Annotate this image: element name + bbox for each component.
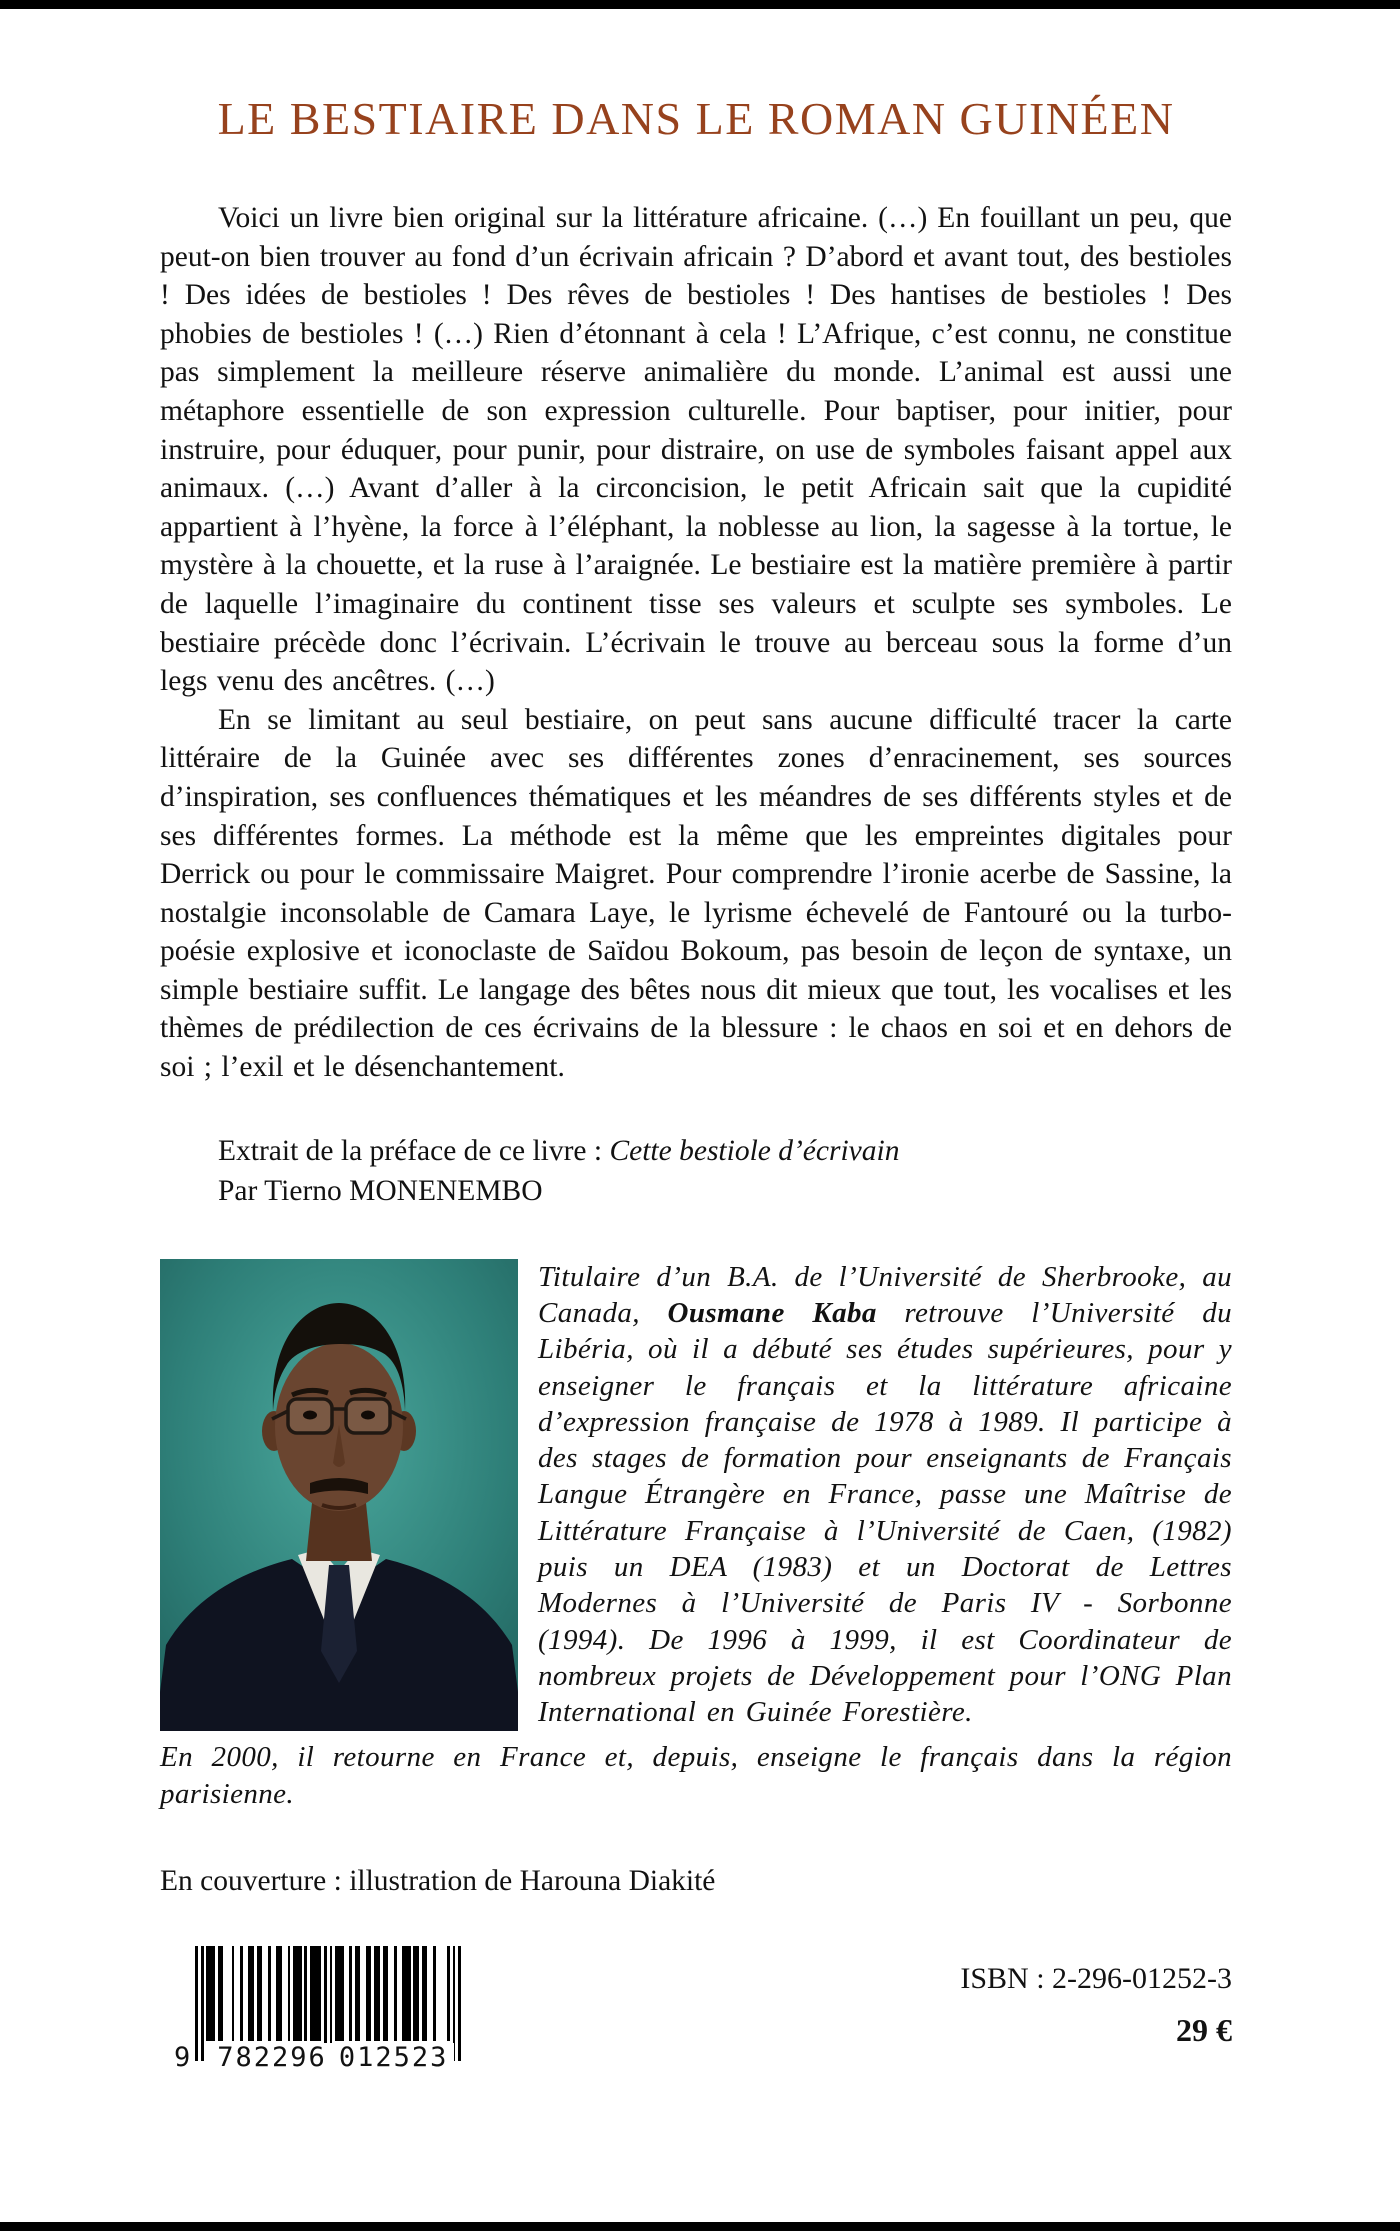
bio-text-part2: retrouve l’Université du Libéria, où il a débuté ses études supérieures, pour y enseigner le français et la littérature africaine d’expression française de 1978 à 1989. Il participe à des stages de formation pour enseignants de Français Langue Étrangère en France, passe une Maîtrise de Littérature Française à l’Université de Caen, (1982) puis un DEA (1983) et un Doctorat de Lettres Modernes à l’Université de Paris IV - Sorbonne (1994). De 1996 à 1999, il est Coordinateur de nombreux projets de Développement pour l’ONG Plan International en Guinée Forestière.	[538, 1296, 1232, 1729]
extract-prefix: Extrait de la préface de ce livre :	[218, 1134, 610, 1167]
eye-right	[361, 1410, 375, 1419]
scan-edge-bottom	[0, 2222, 1400, 2231]
barcode-lead-digit: 9	[174, 2041, 191, 2073]
neck	[306, 1503, 372, 1561]
author-bio-continuation: En 2000, il retourne en France et, depuis, enseigne le français dans la région parisienne.	[160, 1740, 1232, 1810]
page-title: LE BESTIAIRE DANS LE ROMAN GUINÉEN	[217, 93, 1175, 144]
scan-edge-top	[0, 0, 1400, 9]
author-name: Ousmane Kaba	[667, 1296, 877, 1329]
preface-extract	[218, 1131, 1232, 1211]
cover-credit: En couverture : illustration de Harouna Diakité	[160, 1864, 716, 1897]
author-portrait-illustration	[160, 1259, 518, 1731]
author-photo	[160, 1259, 518, 1731]
synopsis-paragraph-2: En se limitant au seul bestiaire, on peut sans aucune difficulté tracer la carte littéraire de la Guinée avec ses différentes zones d’enracinement, ses sources d’inspiration, ses confluences thématiques et les méandres de ses différents styles et de ses différentes formes. La méthode est la même que les empreintes digitales pour Derrick ou pour le commissaire Maigret. Pour comprendre l’ironie acerbe de Sassine, la nostalgie inconsolable de Camara Laye, le lyrisme échevelé de Fantouré ou la turbo-poésie explosive et iconoclaste de Saïdou Bokoum, pas besoin de leçon de syntaxe, un simple bestiaire suffit. Le langage des bêtes nous dit mieux que tout, les vocalises et les thèmes de prédilection de ces écrivains de la blessure : le chaos en soi et en dehors de soi ; l’exil et le désenchantement.	[160, 703, 1232, 1084]
barcode-main	[195, 1946, 470, 2073]
bottom-row	[160, 1946, 1232, 2073]
extract-line	[218, 1131, 1232, 1171]
extract-byline: Par Tierno MONENEMBO	[218, 1174, 543, 1207]
author-bio-section	[160, 1259, 1232, 1731]
barcode	[174, 1946, 470, 2073]
synopsis-paragraph-1: Voici un livre bien original sur la littérature africaine. (…) En fouillant un peu, que peut-on bien trouver au fond d’un écrivain africain ? D’abord et avant tout, des bestioles ! Des idées de bestioles ! Des rêves de bestioles ! Des hantises de bestioles ! Des phobies de bestioles ! (…) Rien d’étonnant à cela ! L’Afrique, c’est connu, ne constitue pas simplement la meilleure réserve animalière du monde. L’animal est aussi une métaphore essentielle de son expression culturelle. Pour baptiser, pour initier, pour instruire, pour éduquer, pour punir, pour distraire, on use de symboles faisant appel aux animaux. (…) Avant d’aller à la circoncision, le petit Africain sait que la cupidité appartient à l’hyène, la force à l’éléphant, la noblesse au lion, la sagesse à la tortue, le mystère à la chouette, et la ruse à l’araignée. Le bestiaire est la matière première à partir de laquelle l’imaginaire du continent tisse ses valeurs et sculpte ses symboles. Le bestiaire précède donc l’écrivain. L’écrivain le trouve au berceau sous la forme d’un legs venu des ancêtres. (…)	[160, 202, 1232, 698]
bio-text-part1: Titulaire d’un B.A. de l’Université de Sherbrooke, au Canada,	[538, 1260, 1232, 1329]
eye-left	[303, 1410, 317, 1419]
barcode-digit-groups	[195, 2043, 470, 2073]
barcode-group-left: 782296	[211, 2043, 333, 2073]
barcode-group-right: 012523	[333, 2043, 455, 2073]
author-bio-text	[538, 1259, 1232, 1731]
isbn-text: ISBN : 2-296-01252-3	[960, 1961, 1232, 1995]
price-text: 29 €	[1176, 2011, 1232, 2048]
extract-book-title: Cette bestiole d’écrivain	[609, 1134, 900, 1167]
isbn-block	[960, 1962, 1232, 2049]
